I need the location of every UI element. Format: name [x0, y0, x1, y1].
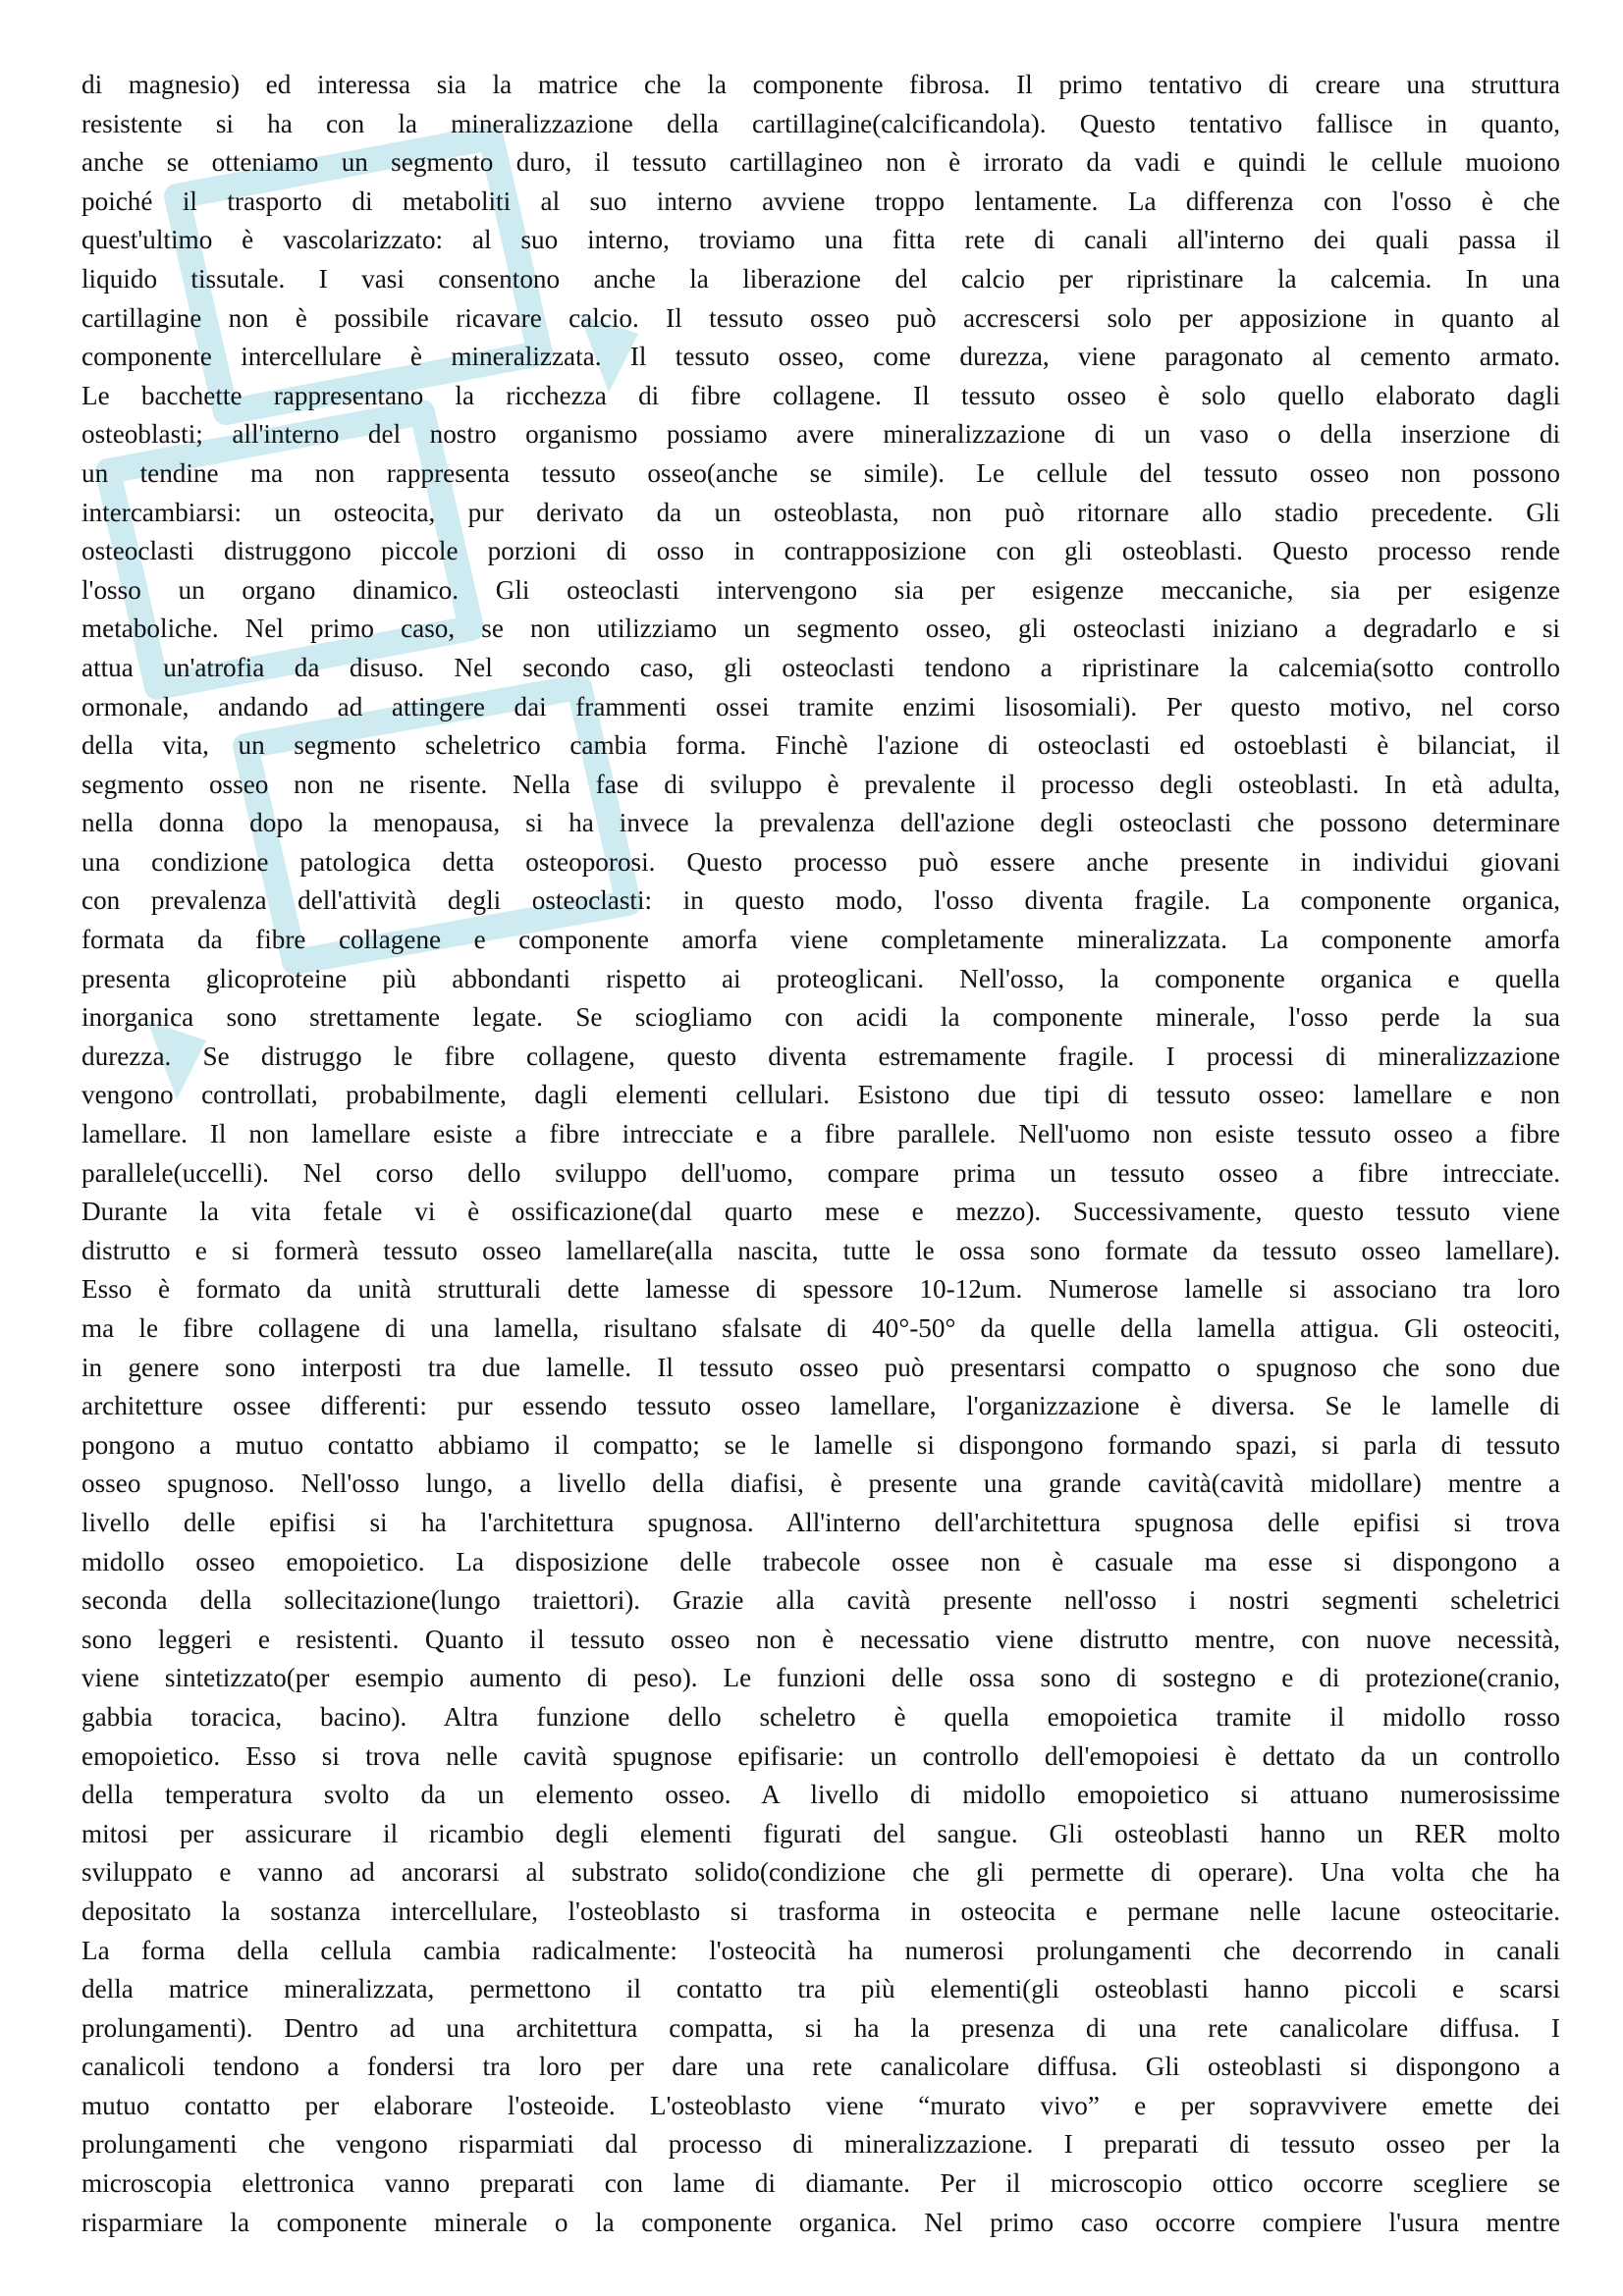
text-line: componente intercellulare è mineralizzata. Il tessuto osseo, come durezza, viene paragonato al cemento armato.: [81, 342, 1560, 372]
text-line: inorganica sono strettamente legate. Se sciogliamo con acidi la componente minerale, l'osso perde la sua: [81, 1002, 1560, 1033]
text-line: intercambiarsi: un osteocita, pur derivato da un osteoblasta, non può ritornare allo stadio precedente. Gli: [81, 497, 1560, 527]
text-line: un tendine ma non rappresenta tessuto osseo(anche se simile). Le cellule del tessuto osseo non possono: [81, 457, 1560, 488]
text-line: osseo spugnoso. Nell'osso lungo, a livello della diafisi, è presente una grande cavità(cavità midollare) mentre a: [81, 1468, 1560, 1499]
text-line: resistente si ha con la mineralizzazione della cartillagine(calcificandola). Questo tentativo fallisce in quanto,: [81, 108, 1560, 138]
text-line: Esso è formato da unità strutturali dette lamesse di spessore 10-12um. Numerose lamelle si associano tra loro: [81, 1274, 1560, 1305]
text-line: durezza. Se distruggo le fibre collagene, questo diventa estremamente fragile. I processi di mineralizzazione: [81, 1041, 1560, 1071]
document-body: [81, 66, 1560, 2242]
text-line: vengono controllati, probabilmente, dagli elementi cellulari. Esistono due tipi di tessuto osseo: lamellare e non: [81, 1080, 1560, 1110]
text-line: presenta glicoproteine più abbondanti rispetto ai proteoglicani. Nell'osso, la componente organica e quella: [81, 963, 1560, 993]
text-line: poiché il trasporto di metaboliti al suo interno avviene troppo lentamente. La differenza con l'osso è che: [81, 186, 1560, 216]
text-line: sono leggeri e resistenti. Quanto il tessuto osseo non è necessatio viene distrutto mentre, con nuove necessità,: [81, 1624, 1560, 1654]
text-line: sviluppato e vanno ad ancorarsi al substrato solido(condizione che gli permette di operare). Una volta che ha: [81, 1857, 1560, 1888]
text-line: emopoietico. Esso si trova nelle cavità spugnose epifisarie: un controllo dell'emopoiesi è dettato da un controllo: [81, 1740, 1560, 1771]
text-line: osteoblasti; all'interno del nostro organismo possiamo avere mineralizzazione di un vaso o della inserzione di: [81, 419, 1560, 450]
text-line: microscopia elettronica vanno preparati con lame di diamante. Per il microscopio ottico occorre scegliere se: [81, 2168, 1560, 2199]
text-line: viene sintetizzato(per esempio aumento di peso). Le funzioni delle ossa sono di sostegno e di protezione(cranio,: [81, 1663, 1560, 1693]
text-line: architetture ossee differenti: pur essendo tessuto osseo lamellare, l'organizzazione è diversa. Se le lamelle di: [81, 1391, 1560, 1421]
text-line: distrutto e si formerà tessuto osseo lamellare(alla nascita, tutte le ossa sono formate da tessuto osseo lamellare).: [81, 1235, 1560, 1265]
text-line: mitosi per assicurare il ricambio degli elementi figurati del sangue. Gli osteoblasti hanno un RER molto: [81, 1818, 1560, 1848]
text-line: parallele(uccelli). Nel corso dello sviluppo dell'uomo, compare prima un tessuto osseo a fibre intrecciate.: [81, 1157, 1560, 1188]
text-line: cartillagine non è possibile ricavare calcio. Il tessuto osseo può accrescersi solo per apposizione in quanto al: [81, 302, 1560, 333]
text-line: anche se otteniamo un segmento duro, il tessuto cartillagineo non è irrorato da vadi e quindi le cellule muoiono: [81, 147, 1560, 178]
text-line: della matrice mineralizzata, permettono il contatto tra più elementi(gli osteoblasti hanno piccoli e scarsi: [81, 1974, 1560, 2004]
text-line: risparmiare la componente minerale o la componente organica. Nel primo caso occorre compiere l'usura mentre: [81, 2207, 1560, 2237]
text-line: prolungamenti che vengono risparmiati dal processo di mineralizzazione. I preparati di tessuto osseo per la: [81, 2129, 1560, 2160]
text-line: ma le fibre collagene di una lamella, risultano sfalsate di 40°-50° da quelle della lamella attigua. Gli osteociti,: [81, 1313, 1560, 1343]
text-line: in genere sono interposti tra due lamelle. Il tessuto osseo può presentarsi compatto o spugnoso che sono due: [81, 1352, 1560, 1382]
text-line: quest'ultimo è vascolarizzato: al suo interno, troviamo una fitta rete di canali all'interno dei quali passa il: [81, 225, 1560, 255]
text-line: gabbia toracica, bacino). Altra funzione dello scheletro è quella emopoietica tramite il midollo rosso: [81, 1701, 1560, 1732]
text-line: mutuo contatto per elaborare l'osteoide. L'osteoblasto viene “murato vivo” e per sopravvivere emette dei: [81, 2090, 1560, 2120]
text-line: attua un'atrofia da disuso. Nel secondo caso, gli osteoclasti tendono a ripristinare la calcemia(sotto controllo: [81, 652, 1560, 682]
text-line: formata da fibre collagene e componente amorfa viene completamente mineralizzata. La componente amorfa: [81, 925, 1560, 955]
text-line: metaboliche. Nel primo caso, se non utilizziamo un segmento osseo, gli osteoclasti iniziano a degradarlo e si: [81, 614, 1560, 644]
text-line: lamellare. Il non lamellare esiste a fibre intrecciate e a fibre parallele. Nell'uomo non esiste tessuto osseo a fibre: [81, 1119, 1560, 1149]
text-line: della temperatura svolto da un elemento osseo. A livello di midollo emopoietico si attuano numerosissime: [81, 1780, 1560, 1810]
text-line: l'osso un organo dinamico. Gli osteoclasti intervengono sia per esigenze meccaniche, sia per esigenze: [81, 574, 1560, 605]
text-line: liquido tissutale. I vasi consentono anche la liberazione del calcio per ripristinare la calcemia. In una: [81, 263, 1560, 294]
text-line: della vita, un segmento scheletrico cambia forma. Finchè l'azione di osteoclasti ed ostoeblasti è bilanciat, il: [81, 730, 1560, 761]
text-line: midollo osseo emopoietico. La disposizione delle trabecole ossee non è casuale ma esse si dispongono a: [81, 1546, 1560, 1576]
text-line: depositato la sostanza intercellulare, l'osteoblasto si trasforma in osteocita e permane nelle lacune osteocitarie.: [81, 1896, 1560, 1926]
text-line: con prevalenza dell'attività degli osteoclasti: in questo modo, l'osso diventa fragile. La componente organica,: [81, 885, 1560, 916]
text-line: segmento osseo non ne risente. Nella fase di sviluppo è prevalente il processo degli osteoblasti. In età adulta,: [81, 769, 1560, 799]
text-line: ormonale, andando ad attingere dai frammenti ossei tramite enzimi lisosomiali). Per questo motivo, nel corso: [81, 691, 1560, 721]
text-line: livello delle epifisi si ha l'architettura spugnosa. All'interno dell'architettura spugnosa delle epifisi si trova: [81, 1507, 1560, 1537]
text-line: Durante la vita fetale vi è ossificazione(dal quarto mese e mezzo). Successivamente, questo tessuto viene: [81, 1197, 1560, 1227]
text-line: La forma della cellula cambia radicalmente: l'osteocità ha numerosi prolungamenti che decorrendo in canali: [81, 1935, 1560, 1965]
text-line: canalicoli tendono a fondersi tra loro per dare una rete canalicolare diffusa. Gli osteoblasti si dispongono a: [81, 2052, 1560, 2082]
text-line: Le bacchette rappresentano la ricchezza di fibre collagene. Il tessuto osseo è solo quello elaborato dagli: [81, 380, 1560, 410]
text-line: prolungamenti). Dentro ad una architettura compatta, si ha la presenza di una rete canalicolare diffusa. I: [81, 2012, 1560, 2043]
text-line: di magnesio) ed interessa sia la matrice che la componente fibrosa. Il primo tentativo di creare una struttura: [81, 70, 1560, 99]
text-line: nella donna dopo la menopausa, si ha invece la prevalenza dell'azione degli osteoclasti che possono determinare: [81, 808, 1560, 838]
text-line: una condizione patologica detta osteoporosi. Questo processo può essere anche presente in individui giovani: [81, 846, 1560, 877]
text-line: seconda della sollecitazione(lungo traiettori). Grazie alla cavità presente nell'osso i nostri segmenti scheletrici: [81, 1585, 1560, 1616]
text-line: pongono a mutuo contatto abbiamo il compatto; se le lamelle si dispongono formando spazi, si parla di tessuto: [81, 1429, 1560, 1460]
text-line: osteoclasti distruggono piccole porzioni di osso in contrapposizione con gli osteoblasti. Questo processo rende: [81, 536, 1560, 566]
